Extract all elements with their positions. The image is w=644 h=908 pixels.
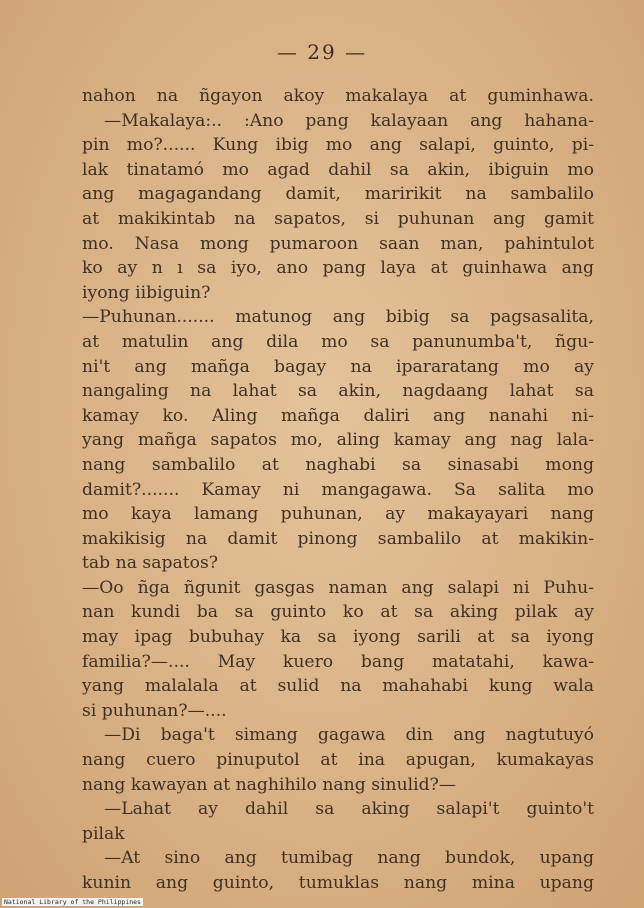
text-line: —Lahat ay dahil sa aking salapi't guinto't <box>104 799 594 820</box>
text-line: nan kundi ba sa guinto ko at sa aking pilak ay <box>82 602 594 623</box>
text-line: nahon na ñgayon akoy makalaya at guminhawa. <box>82 86 594 106</box>
text-line: kunin ang guinto, tumuklas nang mina upang <box>82 873 594 893</box>
text-line: nang cuero pinuputol at ina apugan, kumakayas <box>82 750 594 771</box>
text-line: damit?....... Kamay ni mangagawa. Sa salita mo <box>82 479 594 500</box>
text-line: ko ay n ı sa iyo, ano pang laya at guinhawa ang <box>82 258 594 279</box>
text-line: familia?—.... May kuero bang matatahi, kawa- <box>82 651 594 672</box>
text-line: tab na sapatos? <box>82 553 219 574</box>
text-line: ni't ang mañga bagay na ipararatang mo ay <box>82 356 594 377</box>
library-credit: National Library of the Philippines <box>4 898 141 906</box>
text-line: nang sambalilo at naghabi sa sinasabi mong <box>82 454 594 475</box>
text-line: nangaling na lahat sa akin, nagdaang lahat sa <box>82 381 594 402</box>
text-line: lak tinatamó mo agad dahil sa akin, ibiguin mo <box>82 159 594 180</box>
page-number: — 29 — <box>276 40 368 64</box>
text-line: iyong iibiguin? <box>82 282 211 303</box>
text-line: yang malalala at sulid na mahahabi kung wala <box>82 676 594 697</box>
text-line: si puhunan?—.... <box>82 700 227 721</box>
text-line: ang magagandang damit, maririkit na sambalilo <box>82 184 594 205</box>
text-line: at matulin ang dila mo sa panunumba't, ñgu- <box>82 331 594 352</box>
text-line: may ipag bubuhay ka sa iyong sarili at sa iyong <box>82 627 594 648</box>
text-line: —Puhunan....... matunog ang bibig sa pagsasalita, <box>82 307 594 328</box>
text-line: mo. Nasa mong pumaroon saan man, pahintulot <box>82 233 594 254</box>
text-line: mo kaya lamang puhunan, ay makayayari nang <box>82 504 594 525</box>
text-line: yang mañga sapatos mo, aling kamay ang nag lala- <box>82 430 594 451</box>
text-line: pilak <box>82 823 125 844</box>
text-line: at makikintab na sapatos, si puhunan ang gamit <box>82 208 594 229</box>
text-line: —Makalaya:.. :Ano pang kalayaan ang hahana- <box>104 110 594 131</box>
text-line: —At sino ang tumibag nang bundok, upang <box>104 848 594 869</box>
text-line: kamay ko. Aling mañga daliri ang nanahi ni- <box>82 405 594 426</box>
text-line: nang kawayan at naghihilo nang sinulid?— <box>82 774 457 795</box>
text-line: —Di baga't simang gagawa din ang nagtutuyó <box>104 725 594 746</box>
body-text <box>82 84 594 896</box>
text-line: —Oo ñga ñgunit gasgas naman ang salapi ni Puhu- <box>82 577 594 598</box>
text-line: pin mo?...... Kung ibig mo ang salapi, guinto, pi- <box>82 135 594 156</box>
text-line: makikisig na damit pinong sambalilo at makikin- <box>82 528 594 549</box>
